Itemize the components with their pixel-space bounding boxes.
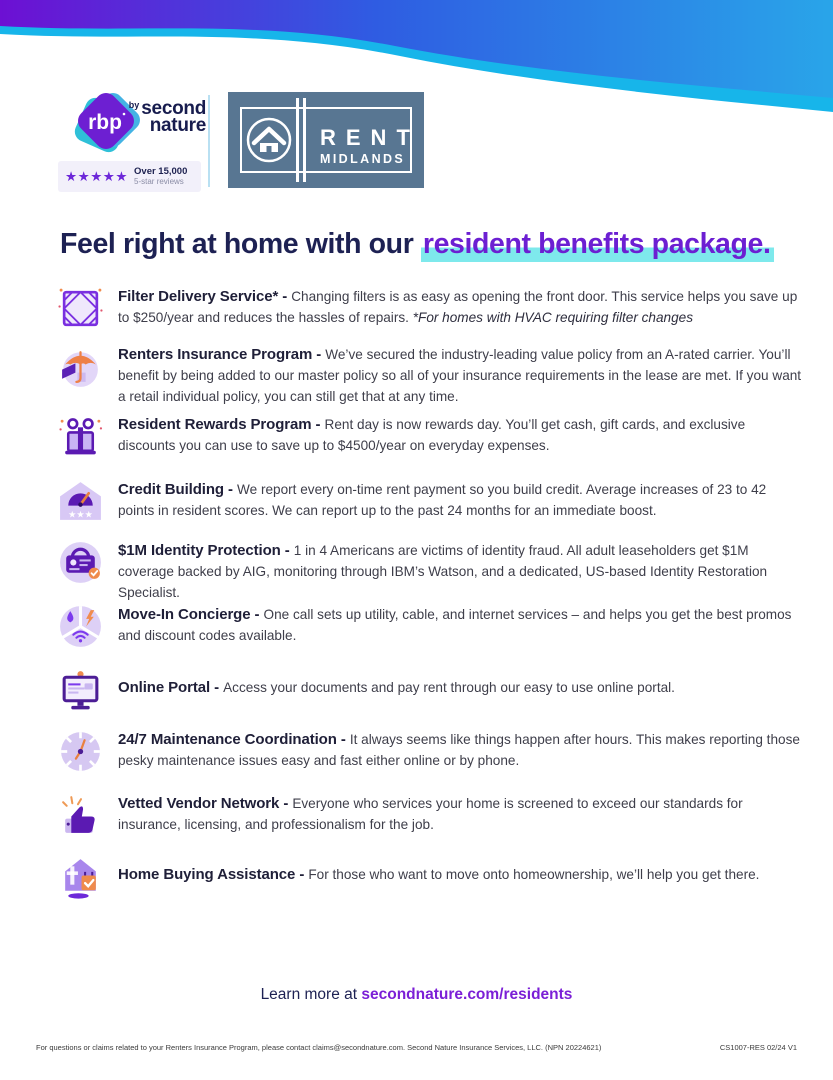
page-title <box>60 228 800 261</box>
benefit-title: $1M Identity Protection - <box>118 542 294 559</box>
benefit-body: For those who want to move onto homeownership, we’ll help you get there. <box>308 867 760 882</box>
benefit-row-credit-building <box>57 478 805 525</box>
benefit-text <box>118 853 759 885</box>
benefit-row-vetted-vendors <box>57 792 805 839</box>
partner-name-line2: MIDLANDS <box>320 152 406 166</box>
benefit-row-filter-delivery <box>57 285 805 332</box>
second-nature-wordmark <box>118 97 206 134</box>
svg-text:★★★: ★★★ <box>68 509 93 520</box>
reviews-badge <box>58 161 201 192</box>
benefit-body: Everyone who services your home is screened to exceed our standards for insurance, licensing, and professionalism for the job. <box>118 796 743 832</box>
benefit-row-renters-insurance <box>57 343 805 407</box>
benefit-row-move-in-concierge <box>57 603 805 650</box>
reviews-count: Over 15,000 <box>134 165 188 177</box>
benefit-row-home-buying <box>57 853 805 900</box>
insurance-disclaimer: For questions or claims related to your Renters Insurance Program, please contact claims@secondnature.com. Second Nature Insurance Services, LLC. (NPN 20224621) <box>36 1043 602 1052</box>
monitor-icon <box>57 666 104 713</box>
rent-midlands-logo <box>228 92 424 193</box>
house-check-icon <box>57 853 104 900</box>
benefit-row-maintenance <box>57 728 805 775</box>
benefit-row-identity-protection <box>57 539 805 603</box>
benefit-title: Home Buying Assistance - <box>118 866 309 883</box>
benefit-text <box>118 728 805 771</box>
credit-chart-icon <box>57 478 104 525</box>
benefit-title: Online Portal - <box>118 679 224 696</box>
reviews-caption: 5-star reviews <box>134 176 184 186</box>
headline-prefix: Feel right at home with our <box>60 228 421 260</box>
document-code: CS1007-RES 02/24 V1 <box>719 1043 797 1052</box>
benefit-text <box>118 478 805 521</box>
gift-icon <box>57 413 104 460</box>
filter-icon <box>57 285 104 332</box>
benefit-body: It always seems like things happen after hours. This makes reporting those pesky maintenance issues easy and fast either online or by phone. <box>118 732 800 768</box>
benefit-text <box>118 666 675 698</box>
benefit-title: Renters Insurance Program - <box>118 346 326 363</box>
benefit-body: We’ve secured the industry-leading value policy from an A-rated carrier. You’ll benefit by being added to our master policy so all of your insurance requirements in the lease are met. If you want a retail individual policy, you can still get that at any time. <box>118 347 802 404</box>
benefit-title: Credit Building - <box>118 481 238 498</box>
benefit-row-resident-rewards <box>57 413 805 460</box>
by-label: by <box>128 100 140 110</box>
benefit-row-online-portal <box>57 666 805 713</box>
brand-word-second: second <box>141 98 206 119</box>
rent-midlands-graphic <box>228 92 424 188</box>
benefit-footnote: *For homes with HVAC requiring filter changes <box>412 310 694 325</box>
benefit-text <box>118 792 805 835</box>
rbp-logo-text: rbp <box>88 111 122 134</box>
logo-divider <box>208 95 210 187</box>
brand-word-nature: nature <box>149 115 206 136</box>
benefit-text <box>118 413 805 456</box>
benefit-text <box>118 343 805 407</box>
benefit-body: Access your documents and pay rent through our easy to use online portal. <box>223 680 675 695</box>
benefit-body: Rent day is now rewards day. You’ll get cash, gift cards, and exclusive discounts you can use to save up to $4500/year on everyday expenses. <box>118 417 746 453</box>
headline-highlight: resident benefits package. <box>421 228 775 262</box>
partner-name-line1: RENT <box>320 125 420 150</box>
benefit-text <box>118 603 805 646</box>
benefit-body: We report every on-time rent payment so you build credit. Average increases of 23 to 42 points in resident scores. We can report up to the past 24 months for an immediate boost. <box>118 482 767 518</box>
benefit-text <box>118 539 805 603</box>
five-stars-icon: ★★★★★ <box>65 168 129 184</box>
benefit-body: One call sets up utility, cable, and internet services – and helps you get the best promos and discount codes available. <box>118 607 792 643</box>
benefit-title: 24/7 Maintenance Coordination - <box>118 731 350 748</box>
learn-more-link[interactable]: secondnature.com/residents <box>361 986 573 1003</box>
benefit-title: Move-In Concierge - <box>118 606 264 623</box>
learn-more-prefix: Learn more at <box>260 986 362 1003</box>
benefit-body: 1 in 4 Americans are victims of identity fraud. All adult leaseholders get $1M coverage backed by AIG, monitoring through IBM’s Watson, and a dedicated, US-based Identity Restoration Specialist. <box>118 543 768 600</box>
umbrella-icon <box>57 343 104 390</box>
benefit-title: Filter Delivery Service* - <box>118 288 292 305</box>
learn-more-line <box>0 986 833 1004</box>
thumbs-up-icon <box>57 792 104 839</box>
benefit-title: Resident Rewards Program - <box>118 416 325 433</box>
id-protection-icon <box>57 539 104 586</box>
benefit-text <box>118 285 805 328</box>
utilities-icon <box>57 603 104 650</box>
benefit-body: Changing filters is as easy as opening the front door. This service helps you save up to $250/year and reduces the hassles of repairs. <box>118 289 798 325</box>
clock-icon <box>57 728 104 775</box>
benefit-title: Vetted Vendor Network - <box>118 795 293 812</box>
